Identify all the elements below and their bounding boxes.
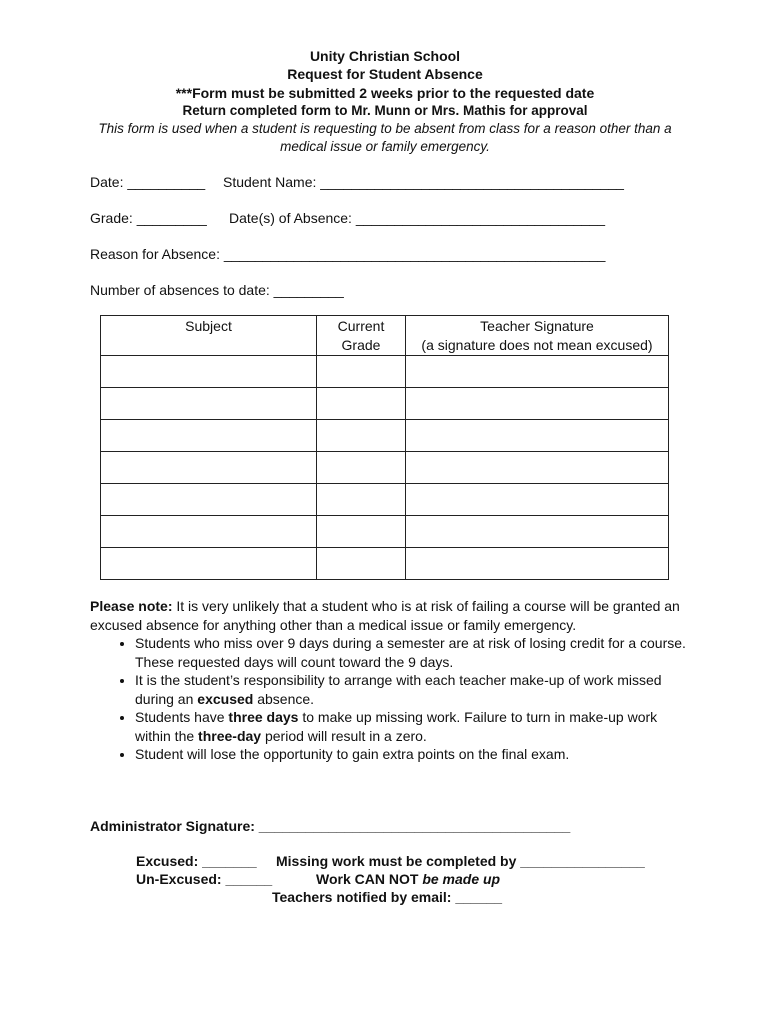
table-row [101,548,669,580]
grade-cell[interactable] [317,356,406,388]
table-row [101,388,669,420]
dates-of-absence-field[interactable]: Date(s) of Absence: ________________________________ [229,210,605,226]
bullet-text: Students who miss over 9 days during a semester are at risk of losing credit for a course. These requested days will count toward the 9 days. [135,635,686,670]
signature-cell[interactable] [406,548,669,580]
signature-cell[interactable] [406,516,669,548]
list-item [135,745,690,764]
subject-cell[interactable] [101,548,317,580]
school-name: Unity Christian School [309,48,461,64]
reason-field[interactable]: Reason for Absence: _________________________________________________ [90,246,606,262]
grade-cell[interactable] [317,420,406,452]
subject-cell[interactable] [101,356,317,388]
note-bullet-list [90,634,690,764]
list-item [135,671,690,708]
signature-cell[interactable] [406,484,669,516]
list-item [135,634,690,671]
bullet-text: It is the student’s responsibility to arrange with each teacher make-up of work missed during an [135,672,662,707]
purpose-line-2: medical issue or family emergency. [280,139,490,154]
teacher-signature-header [406,316,669,356]
grade-cell[interactable] [317,452,406,484]
signature-cell[interactable] [406,452,669,484]
table-row [101,516,669,548]
bullet-text: absence. [253,690,315,707]
signature-cell[interactable] [406,420,669,452]
teachers-notified-field[interactable]: Teachers notified by email: ______ [272,889,503,905]
table-row [101,420,669,452]
subject-cell[interactable] [101,484,317,516]
grade-cell[interactable] [317,388,406,420]
note-text: It is very unlikely that a student who is at risk of failing a course will be granted an excused absence for anything other than a medical issue or family emergency. [90,598,680,633]
signature-cell[interactable] [406,388,669,420]
grade-cell[interactable] [317,484,406,516]
date-field[interactable]: Date: __________ [90,174,206,190]
teacher-signature-header-line1: Teacher Signature [480,318,594,334]
note-paragraph [90,597,690,634]
bullet-text: to make up missing work. Failure to turn in make-up work within the [135,709,658,744]
subject-cell[interactable] [101,388,317,420]
bullet-text: Students have [135,709,229,725]
absences-to-date-field[interactable]: Number of absences to date: _________ [90,282,344,298]
bullet-emphasis: three days [228,709,299,725]
subject-signature-table [100,315,669,580]
table-row [101,452,669,484]
teacher-signature-header-line2: (a signature does not mean excused) [421,337,653,353]
bullet-text: Student will lose the opportunity to gain extra points on the final exam. [135,746,570,762]
grade-cell[interactable] [317,548,406,580]
subject-header-label: Subject [185,318,232,334]
table-header-row [101,316,669,356]
signature-cell[interactable] [406,356,669,388]
table-row [101,484,669,516]
subject-header [101,316,317,356]
purpose-line-1: This form is used when a student is requesting to be absent from class for a reason other than a [98,121,672,136]
table-row [101,356,669,388]
bullet-emphasis: excused [197,690,254,707]
current-grade-header [317,316,406,356]
bullet-text: period will result in a zero. [261,727,427,744]
administrator-signature-field[interactable]: Administrator Signature: ________________________________________ [90,818,571,834]
student-name-field[interactable]: Student Name: _______________________________________ [223,174,624,190]
current-grade-header-line2: Grade [341,337,381,353]
unexcused-field[interactable]: Un-Excused: ______ [136,871,273,887]
please-note-section [90,597,690,764]
deadline-notice: ***Form must be submitted 2 weeks prior to the requested date [175,85,595,101]
grade-field[interactable]: Grade: _________ [90,210,207,226]
subject-cell[interactable] [101,420,317,452]
cannot-prefix: Work CAN NOT [316,871,423,887]
cannot-suffix: be made up [422,871,501,887]
excused-field[interactable]: Excused: _______ [136,853,257,869]
grade-cell[interactable] [317,516,406,548]
list-item [135,708,690,745]
work-cannot-be-made-up [316,871,500,887]
missing-work-deadline-field[interactable]: Missing work must be completed by ________________ [276,853,645,869]
form-title: Request for Student Absence [287,66,483,82]
note-label: Please note: [90,598,173,614]
current-grade-header-line1: Current [337,318,385,334]
subject-cell[interactable] [101,452,317,484]
return-instructions: Return completed form to Mr. Munn or Mrs. Mathis for approval [182,103,588,118]
subject-cell[interactable] [101,516,317,548]
bullet-emphasis: three-day [198,727,262,744]
